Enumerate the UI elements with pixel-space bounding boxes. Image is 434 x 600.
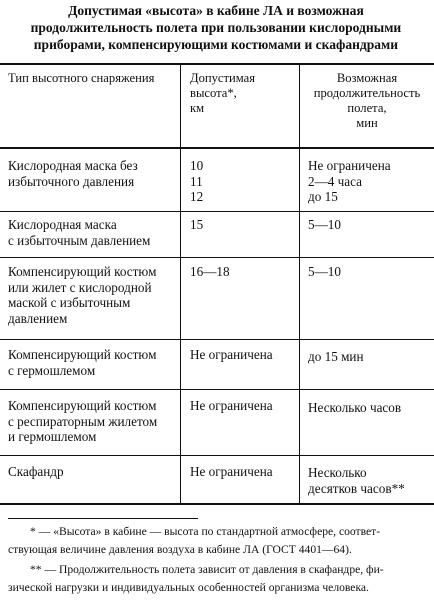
footnote-2-line-1: ** — Продолжительность полета зависит от давления в скафандре, фи-	[30, 563, 384, 576]
row-4-altitude: Не ограничена	[190, 347, 273, 362]
header-flight-duration: Возможная продолжительность полета, мин	[313, 71, 421, 130]
row-6-equipment: Скафандр	[8, 464, 64, 479]
table-top-rule	[0, 63, 434, 65]
footnote-1-line-2: ствующая величине давления воздуха в кабине ЛА (ГОСТ 4401—64).	[8, 543, 352, 556]
row-3-equipment: Компенсирующий костюм или жилет с кислородной маской с избыточным давлением	[8, 264, 157, 326]
row-4-duration: до 15 мин	[308, 349, 364, 364]
row-6-duration: Несколько десятков часов**	[308, 465, 405, 496]
row-divider	[0, 389, 434, 390]
row-5-equipment: Компенсирующий костюм с респираторным жилетом и гермошлемом	[8, 398, 158, 445]
row-5-duration: Несколько часов	[308, 400, 402, 415]
header-bottom-rule	[0, 147, 434, 149]
row-2-duration: 5—10	[308, 217, 341, 232]
title-line-2: продолжительность полета при пользовании кислородными	[30, 20, 402, 35]
row-divider	[0, 257, 434, 258]
table-title	[0, 2, 434, 53]
row-4-equipment: Компенсирующий костюм с гермошлемом	[8, 347, 157, 378]
header-equipment-type: Тип высотного снаряжения	[8, 71, 155, 85]
row-divider	[0, 455, 434, 456]
column-divider	[180, 63, 181, 505]
table-bottom-rule	[0, 503, 434, 505]
row-1-equipment: Кислородная маска без избыточного давления	[8, 158, 138, 189]
header-allowed-altitude: Допустимая высота*, км	[190, 71, 256, 115]
footnote-rule	[8, 518, 198, 519]
title-line-1: Допустимая «высота» в кабине ЛА и возможная	[68, 3, 364, 18]
row-2-altitude: 15	[190, 217, 204, 232]
row-1-altitude: 10 11 12	[190, 158, 204, 205]
footnote-2-line-2: зической нагрузки и индивидуальных особенностей организма человека.	[8, 581, 369, 594]
row-5-altitude: Не ограничена	[190, 398, 273, 413]
row-divider	[0, 211, 434, 212]
footnote-1-line-1: * — «Высота» в кабине — высота по стандартной атмосфере, соответ-	[30, 525, 381, 538]
row-divider	[0, 339, 434, 340]
row-2-equipment: Кислородная маска с избыточным давлением	[8, 217, 151, 248]
row-1-duration: Не ограничена 2—4 часа до 15	[308, 158, 391, 205]
row-3-duration: 5—10	[308, 264, 341, 279]
row-3-altitude: 16—18	[190, 264, 230, 279]
title-line-3: приборами, компенсирующими костюмами и скафандрами	[33, 37, 399, 52]
row-6-altitude: Не ограничена	[190, 464, 273, 479]
